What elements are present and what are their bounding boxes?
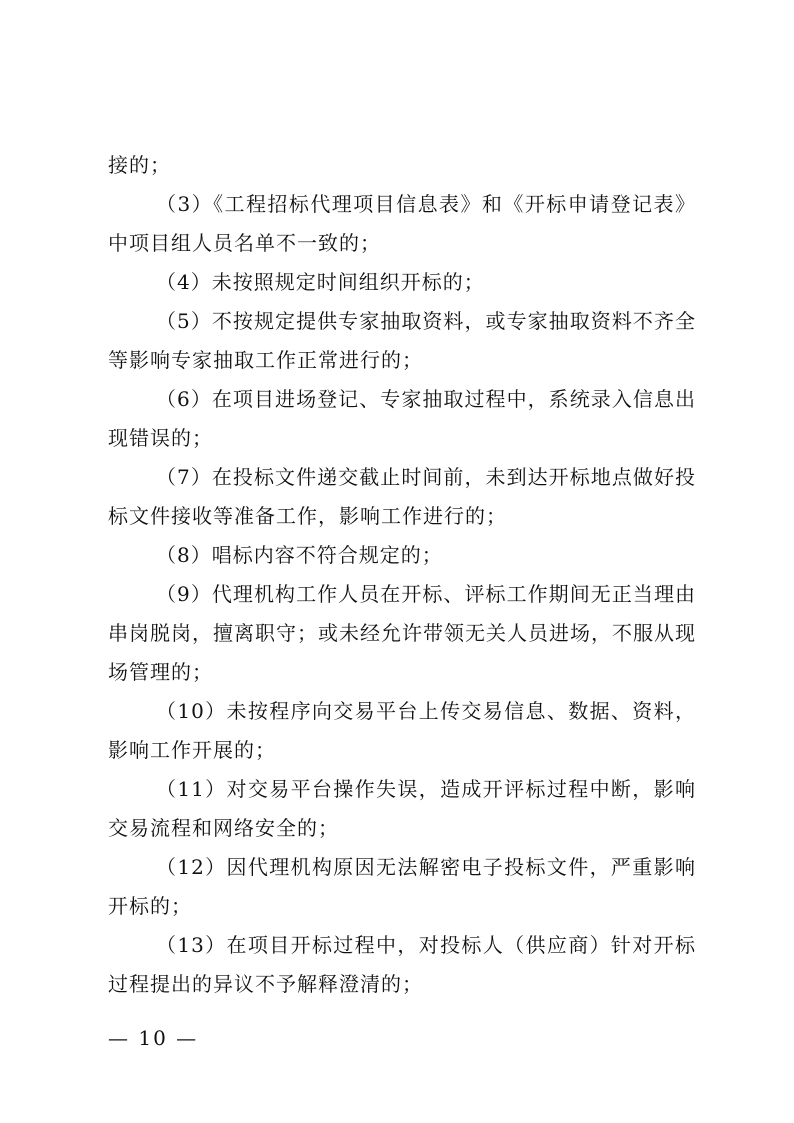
paragraph-item-12: （12）因代理机构原因无法解密电子投标文件，严重影响开标的； — [108, 855, 696, 918]
document-body — [108, 146, 696, 1004]
paragraph-item-4: （4）未按照规定时间组织开标的； — [156, 270, 485, 294]
paragraph-item-7: （7）在投标文件递交截止时间前，未到达开标地点做好投标文件接收等准备工作，影响工作进行的； — [108, 465, 696, 528]
paragraph-item-5: （5）不按规定提供专家抽取资料，或专家抽取资料不齐全等影响专家抽取工作正常进行的； — [108, 309, 696, 372]
page-number: — 10 — — [108, 1026, 199, 1050]
paragraph-item-6: （6）在项目进场登记、专家抽取过程中，系统录入信息出现错误的； — [108, 387, 696, 450]
paragraph-item-3: （3）《工程招标代理项目信息表》和《开标申请登记表》中项目组人员名单不一致的； — [108, 192, 696, 255]
paragraph-item-10: （10）未按程序向交易平台上传交易信息、数据、资料，影响工作开展的； — [108, 699, 696, 762]
paragraph-item-13: （13）在项目开标过程中，对投标人（供应商）针对开标过程提出的异议不予解释澄清的； — [108, 933, 696, 996]
paragraph-item-11: （11）对交易平台操作失误，造成开评标过程中断，影响交易流程和网络安全的； — [108, 777, 696, 840]
paragraph-continuation: 接的； — [108, 153, 171, 177]
paragraph-item-9: （9）代理机构工作人员在开标、评标工作期间无正当理由串岗脱岗，擅离职守；或未经允许带领无关人员进场，不服从现场管理的； — [108, 582, 696, 684]
paragraph-item-8: （8）唱标内容不符合规定的； — [156, 543, 443, 567]
